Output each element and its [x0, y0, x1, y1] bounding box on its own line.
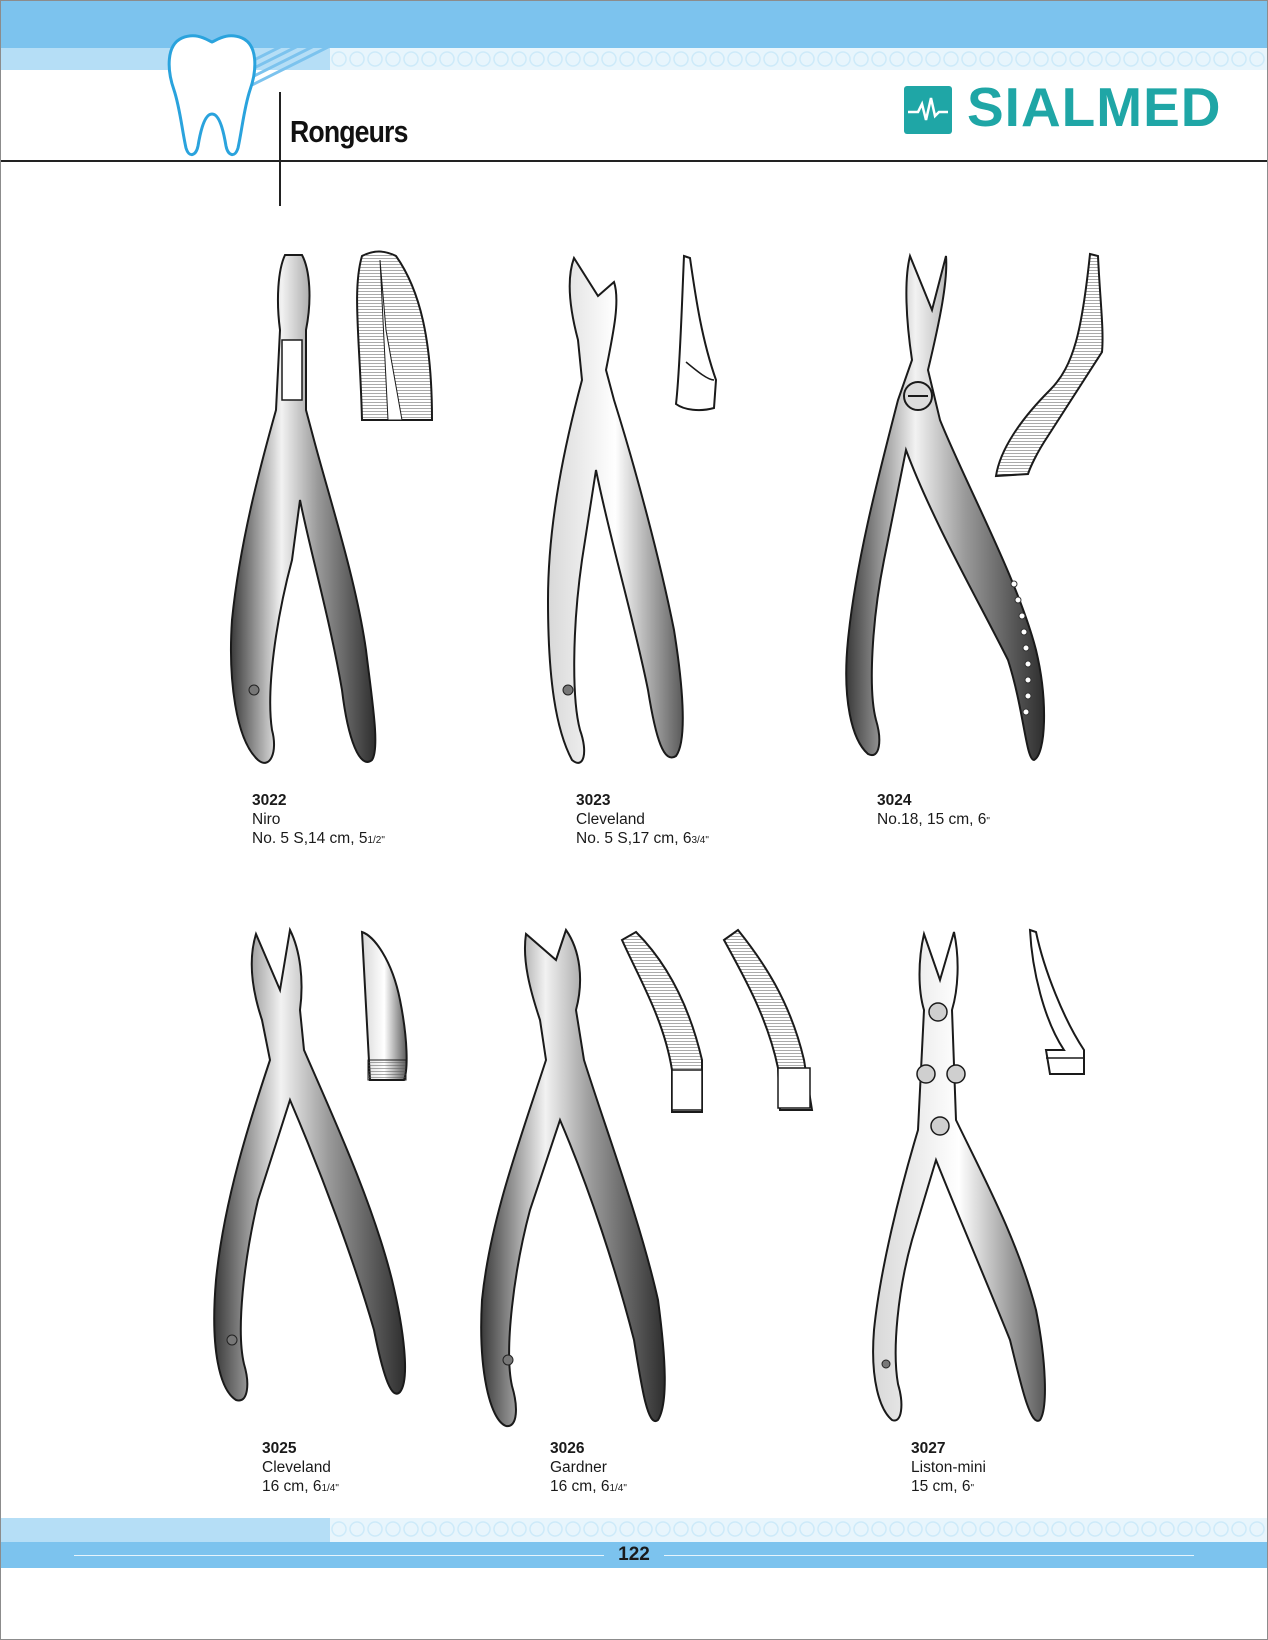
- instrument-3022-image: [231, 252, 432, 763]
- product-code: 3024: [877, 792, 912, 809]
- product-size-text: No. 5 S,17 cm, 6: [576, 830, 692, 847]
- product-name: Cleveland: [576, 811, 645, 828]
- product-size-fraction: ": [986, 816, 990, 827]
- product-name: Gardner: [550, 1459, 607, 1476]
- product-size: [262, 1477, 339, 1498]
- product-size-text: 16 cm, 6: [550, 1478, 610, 1495]
- product-code: 3027: [911, 1440, 946, 1457]
- instrument-3024-image: [846, 254, 1102, 760]
- product-size-fraction: 1/4": [321, 1483, 339, 1494]
- product-size: [550, 1477, 627, 1498]
- page-number: 122: [604, 1544, 664, 1566]
- product-size: [911, 1477, 986, 1498]
- footer-pattern-strip: [0, 1518, 1268, 1542]
- product-caption-3024: [877, 791, 990, 831]
- product-caption-3023: [576, 791, 709, 850]
- product-size: [252, 829, 385, 850]
- product-caption-3026: [550, 1439, 627, 1498]
- product-name: Liston-mini: [911, 1459, 986, 1476]
- product-size-text: 15 cm, 6: [911, 1478, 971, 1495]
- product-name: Niro: [252, 811, 281, 828]
- product-name: [877, 810, 990, 831]
- product-code: 3025: [262, 1440, 297, 1457]
- product-size: [576, 829, 709, 850]
- product-size-fraction: 1/2": [367, 835, 385, 846]
- product-size-text: 16 cm, 6: [262, 1478, 322, 1495]
- product-name: Cleveland: [262, 1459, 331, 1476]
- section-title: Rongeurs: [290, 114, 408, 149]
- product-code: 3026: [550, 1440, 585, 1457]
- product-caption-3025: [262, 1439, 339, 1498]
- product-code: 3022: [252, 792, 287, 809]
- footer-circle-pattern: [330, 1520, 1268, 1538]
- product-size-text: No. 5 S,14 cm, 5: [252, 830, 368, 847]
- instrument-3026-image: [481, 930, 812, 1426]
- instrument-3027-image: [873, 930, 1084, 1421]
- instrument-3025-image: [214, 930, 406, 1401]
- product-size-fraction: 1/4": [609, 1483, 627, 1494]
- footer-strip-light: [0, 1518, 330, 1542]
- brand-name: SIALMED: [967, 76, 1222, 138]
- product-caption-3027: [911, 1439, 986, 1498]
- product-size-fraction: 3/4": [691, 835, 709, 846]
- instrument-3023-image: [548, 256, 716, 763]
- product-caption-3022: [252, 791, 385, 850]
- product-code: 3023: [576, 792, 611, 809]
- product-name-text: No.18, 15 cm, 6: [877, 811, 987, 828]
- product-size-fraction: ": [970, 1483, 975, 1494]
